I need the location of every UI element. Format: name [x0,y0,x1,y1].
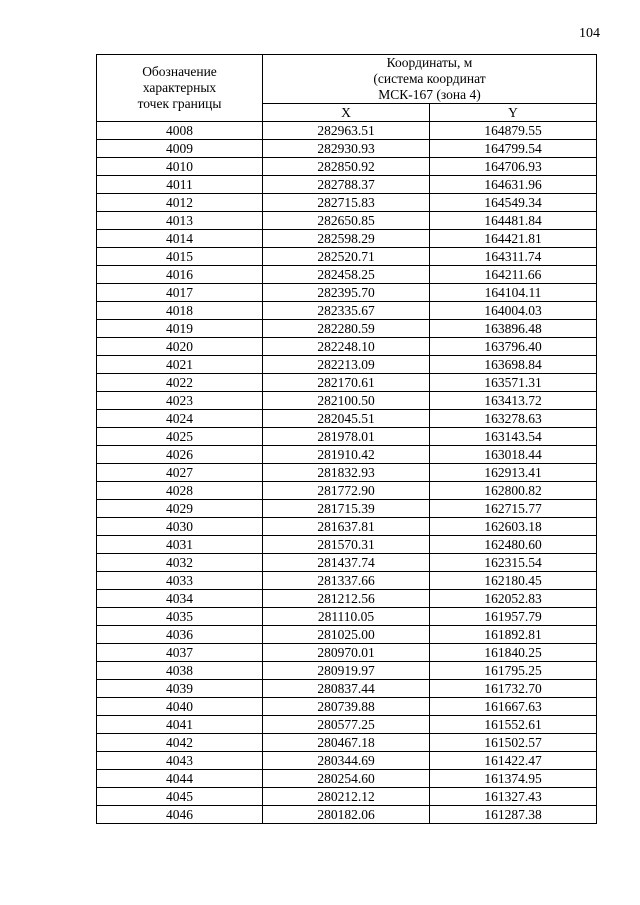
table-row [97,608,597,626]
x-coordinate-cell: 281772.90 [263,482,430,500]
point-id-cell: 4014 [97,230,263,248]
x-coordinate-cell: 282788.37 [263,176,430,194]
y-coordinate-cell: 162315.54 [430,554,597,572]
y-coordinate-cell: 163278.63 [430,410,597,428]
x-coordinate-cell: 282045.51 [263,410,430,428]
x-coordinate-cell: 282520.71 [263,248,430,266]
table-row [97,338,597,356]
point-id-cell: 4042 [97,734,263,752]
y-coordinate-cell: 163018.44 [430,446,597,464]
y-coordinate-cell: 162180.45 [430,572,597,590]
y-coordinate-cell: 164706.93 [430,158,597,176]
point-id-cell: 4016 [97,266,263,284]
header-coords-line: Координаты, м [386,55,473,70]
table-row [97,194,597,212]
x-coordinate-cell: 281025.00 [263,626,430,644]
header-point-designation [97,55,263,122]
point-id-cell: 4029 [97,500,263,518]
table-row [97,752,597,770]
x-coordinate-cell: 281570.31 [263,536,430,554]
point-id-cell: 4023 [97,392,263,410]
y-coordinate-cell: 161287.38 [430,806,597,824]
table-row [97,356,597,374]
y-coordinate-cell: 162800.82 [430,482,597,500]
point-id-cell: 4010 [97,158,263,176]
x-coordinate-cell: 282650.85 [263,212,430,230]
table-row [97,176,597,194]
x-coordinate-cell: 281978.01 [263,428,430,446]
table-row [97,680,597,698]
y-coordinate-cell: 163698.84 [430,356,597,374]
table-row [97,716,597,734]
table-row [97,122,597,140]
point-id-cell: 4044 [97,770,263,788]
table-row [97,806,597,824]
y-coordinate-cell: 164631.96 [430,176,597,194]
x-coordinate-cell: 282715.83 [263,194,430,212]
y-coordinate-cell: 163571.31 [430,374,597,392]
table-body [97,122,597,824]
point-id-cell: 4008 [97,122,263,140]
table-row [97,626,597,644]
table-row [97,554,597,572]
y-coordinate-cell: 164421.81 [430,230,597,248]
point-id-cell: 4037 [97,644,263,662]
x-coordinate-cell: 282170.61 [263,374,430,392]
x-coordinate-cell: 280182.06 [263,806,430,824]
table-row [97,572,597,590]
point-id-cell: 4020 [97,338,263,356]
table-header [97,55,597,122]
point-id-cell: 4019 [97,320,263,338]
x-coordinate-cell: 281910.42 [263,446,430,464]
y-coordinate-cell: 164549.34 [430,194,597,212]
y-coordinate-cell: 161795.25 [430,662,597,680]
table-row [97,284,597,302]
x-coordinate-cell: 282280.59 [263,320,430,338]
x-coordinate-cell: 280577.25 [263,716,430,734]
y-coordinate-cell: 164311.74 [430,248,597,266]
table-row [97,302,597,320]
y-coordinate-cell: 161957.79 [430,608,597,626]
x-coordinate-cell: 280344.69 [263,752,430,770]
point-id-cell: 4030 [97,518,263,536]
point-id-cell: 4041 [97,716,263,734]
x-coordinate-cell: 280254.60 [263,770,430,788]
header-coords-line: (система координат [373,71,486,86]
point-id-cell: 4043 [97,752,263,770]
point-id-cell: 4024 [97,410,263,428]
y-coordinate-cell: 163413.72 [430,392,597,410]
header-point-line: точек границы [137,96,222,111]
y-coordinate-cell: 161892.81 [430,626,597,644]
x-coordinate-cell: 282335.67 [263,302,430,320]
header-coordinates [263,55,597,104]
table-row [97,482,597,500]
table-row [97,320,597,338]
x-coordinate-cell: 281437.74 [263,554,430,572]
y-coordinate-cell: 161374.95 [430,770,597,788]
y-coordinate-cell: 164481.84 [430,212,597,230]
table-row [97,392,597,410]
x-coordinate-cell: 280837.44 [263,680,430,698]
y-coordinate-cell: 162715.77 [430,500,597,518]
point-id-cell: 4013 [97,212,263,230]
x-coordinate-cell: 281715.39 [263,500,430,518]
table-row [97,770,597,788]
x-coordinate-cell: 282458.25 [263,266,430,284]
point-id-cell: 4017 [97,284,263,302]
point-id-cell: 4028 [97,482,263,500]
table-row [97,158,597,176]
point-id-cell: 4021 [97,356,263,374]
point-id-cell: 4034 [97,590,263,608]
x-coordinate-cell: 280970.01 [263,644,430,662]
y-coordinate-cell: 161667.63 [430,698,597,716]
table-row [97,266,597,284]
y-coordinate-cell: 163143.54 [430,428,597,446]
x-coordinate-cell: 282213.09 [263,356,430,374]
point-id-cell: 4025 [97,428,263,446]
point-id-cell: 4031 [97,536,263,554]
table-row [97,734,597,752]
y-coordinate-cell: 161732.70 [430,680,597,698]
page-number: 104 [579,26,600,41]
x-coordinate-cell: 282248.10 [263,338,430,356]
table-row [97,410,597,428]
table-row [97,536,597,554]
x-coordinate-cell: 280212.12 [263,788,430,806]
x-coordinate-cell: 280467.18 [263,734,430,752]
y-coordinate-cell: 164104.11 [430,284,597,302]
x-coordinate-cell: 280919.97 [263,662,430,680]
point-id-cell: 4009 [97,140,263,158]
header-coords-line: МСК-167 (зона 4) [378,87,481,102]
table-row [97,644,597,662]
table-row [97,428,597,446]
point-id-cell: 4026 [97,446,263,464]
x-coordinate-cell: 280739.88 [263,698,430,716]
point-id-cell: 4033 [97,572,263,590]
point-id-cell: 4018 [97,302,263,320]
x-coordinate-cell: 281637.81 [263,518,430,536]
point-id-cell: 4035 [97,608,263,626]
coordinates-table [96,54,597,824]
point-id-cell: 4012 [97,194,263,212]
table-row [97,662,597,680]
y-coordinate-cell: 163796.40 [430,338,597,356]
y-coordinate-cell: 162480.60 [430,536,597,554]
y-coordinate-cell: 162052.83 [430,590,597,608]
y-coordinate-cell: 161502.57 [430,734,597,752]
header-point-line: характерных [142,80,217,95]
y-coordinate-cell: 161840.25 [430,644,597,662]
table-row [97,248,597,266]
point-id-cell: 4027 [97,464,263,482]
table-row [97,212,597,230]
table-row [97,788,597,806]
x-coordinate-cell: 282598.29 [263,230,430,248]
table-row [97,464,597,482]
header-y: Y [430,104,597,122]
y-coordinate-cell: 162913.41 [430,464,597,482]
y-coordinate-cell: 164799.54 [430,140,597,158]
header-point-line: Обозначение [142,64,217,79]
point-id-cell: 4038 [97,662,263,680]
x-coordinate-cell: 282850.92 [263,158,430,176]
point-id-cell: 4039 [97,680,263,698]
x-coordinate-cell: 282963.51 [263,122,430,140]
point-id-cell: 4036 [97,626,263,644]
y-coordinate-cell: 161422.47 [430,752,597,770]
x-coordinate-cell: 282100.50 [263,392,430,410]
point-id-cell: 4022 [97,374,263,392]
y-coordinate-cell: 163896.48 [430,320,597,338]
point-id-cell: 4045 [97,788,263,806]
y-coordinate-cell: 164879.55 [430,122,597,140]
y-coordinate-cell: 162603.18 [430,518,597,536]
table-row [97,230,597,248]
table-row [97,140,597,158]
y-coordinate-cell: 164211.66 [430,266,597,284]
table-row [97,518,597,536]
x-coordinate-cell: 282930.93 [263,140,430,158]
x-coordinate-cell: 281337.66 [263,572,430,590]
point-id-cell: 4032 [97,554,263,572]
table-row [97,698,597,716]
point-id-cell: 4040 [97,698,263,716]
table-row [97,374,597,392]
point-id-cell: 4011 [97,176,263,194]
y-coordinate-cell: 161552.61 [430,716,597,734]
x-coordinate-cell: 281212.56 [263,590,430,608]
x-coordinate-cell: 282395.70 [263,284,430,302]
point-id-cell: 4015 [97,248,263,266]
header-x: X [263,104,430,122]
table-row [97,590,597,608]
y-coordinate-cell: 161327.43 [430,788,597,806]
point-id-cell: 4046 [97,806,263,824]
y-coordinate-cell: 164004.03 [430,302,597,320]
table-row [97,500,597,518]
x-coordinate-cell: 281110.05 [263,608,430,626]
x-coordinate-cell: 281832.93 [263,464,430,482]
table-row [97,446,597,464]
